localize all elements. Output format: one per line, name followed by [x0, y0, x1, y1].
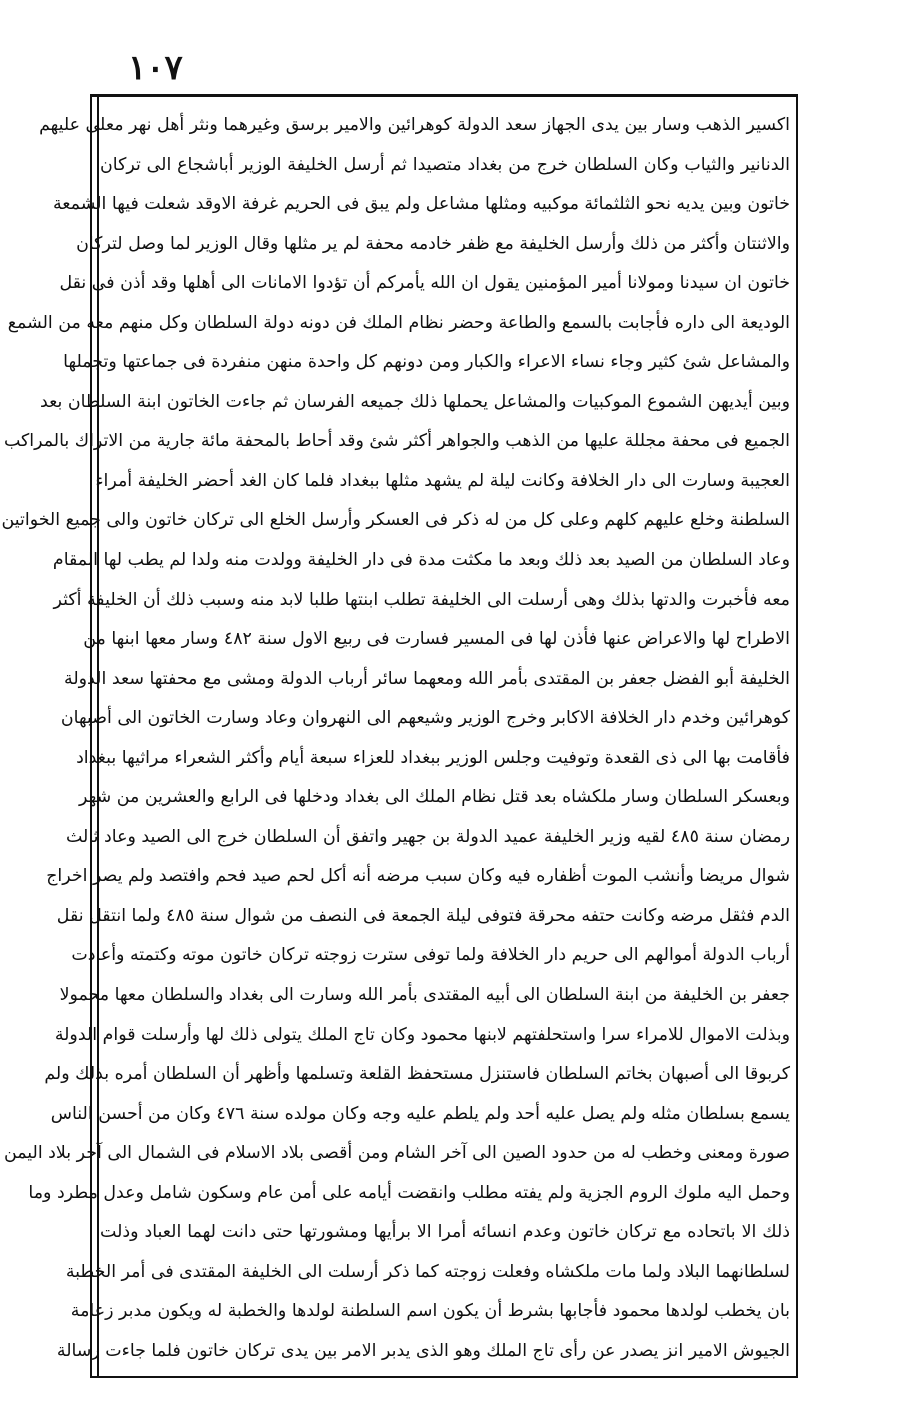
- text-line-28: وحمل اليه ملوك الروم الجزية ولم يفته مطلب وانقضت أيامه على أمن عام وسكون شامل وعدل مطرد وما: [28, 1182, 790, 1203]
- text-line-12: وعاد السلطان من الصيد بعد ذلك وبعد ما مكثت مدة فى دار الخليفة وولدت منه ولدا لم يطب لها المقام: [52, 550, 790, 571]
- text-line-17: فأقامت بها الى ذى القعدة وتوفيت وجلس الوزير ببغداد للعزاء سبعة أيام وأكثر الشعراء مراثيها ببغداد: [76, 747, 790, 768]
- text-line-24: وبذلت الاموال للامراء سرا واستحلفتهم لابنها محمود وكان تاج الملك يتولى ذلك لها وأرسلت قوام الدولة: [54, 1024, 790, 1045]
- text-line-19: رمضان سنة ٤٨٥ لقيه وزير الخليفة عميد الدولة بن جهير واتفق أن السلطان خرج الى الصيد وعاد ثالث: [65, 826, 790, 847]
- text-line-9: الجميع فى محفة مجللة عليها من الذهب والجواهر أكثر شئ وقد أحاط بالمحفة مائة جارية من الاتراك بالمراكب: [3, 431, 790, 452]
- text-line-29: ذلك الا باتحاده مع تركان خاتون وعدم انسائه أمرا الا برأيها ومشورتها حتى دانت لهما العباد وذلت: [100, 1222, 790, 1243]
- text-line-6: الوديعة الى داره فأجابت بالسمع والطاعة وحضر نظام الملك فن دونه دولة السلطان وكل منهم معه من الشمع: [7, 312, 790, 333]
- text-line-18: وبعسكر السلطان وسار ملكشاه بعد قتل نظام الملك الى بغداد ودخلها فى الرابع والعشرين من شهر: [79, 787, 790, 808]
- text-line-22: أرباب الدولة أموالهم الى حريم دار الخلافة ولما توفى سترت زوجته تركان خاتون موته وكتمته وأعادت: [71, 945, 790, 966]
- text-line-20: شوال مريضا وأنشب الموت أظفاره فيه وكان سبب مرضه أنه أكل لحم صيد فحم وافتصد ولم يصر اخراج: [46, 866, 790, 887]
- text-line-30: لسلطانهما البلاد ولما مات ملكشاه وفعلت زوجته كما ذكر أرسلت الى الخليفة المقتدى فى أمر الخطبة: [65, 1261, 790, 1282]
- text-line-25: كربوقا الى أصبهان بخاتم السلطان فاستنزل مستحفظ القلعة وتسلمها وأظهر أن السلطان أمره بذلك ولم: [44, 1064, 790, 1085]
- text-line-11: السلطنة وخلع عليهم كلهم وعلى كل من له ذكر فى العسكر وأرسل الخلع الى تركان خاتون والى جميع الخواتين: [1, 510, 790, 531]
- text-line-23: جعفر بن الخليفة من ابنة السلطان الى أبيه المقتدى بأمر الله وسارت الى بغداد والسلطان معها محمولا: [59, 985, 790, 1006]
- text-line-14: الاطراح لها والاعراض عنها فأذن لها فى المسير فسارت فى ربيع الاول سنة ٤٨٢ وسار معها ابنها من: [83, 629, 790, 650]
- text-line-15: الخليفة أبو الفضل جعفر بن المقتدى بأمر الله ومعهما سائر أرباب الدولة ومشى مع محفتها سعد الدولة: [64, 668, 790, 689]
- text-line-32: الجيوش الامير انز يصدر عن رأى تاج الملك وهو الذى يدبر الامر بين يدى تركان خاتون فلما جاءت رسالة: [56, 1340, 790, 1361]
- text-line-5: خاتون ان سيدنا ومولانا أمير المؤمنين يقول ان الله يأمركم أن تؤدوا الامانات الى أهلها وقد أذن فى نقل: [59, 273, 790, 294]
- text-line-3: خاتون وبين يديه نحو الثلثمائة موكبيه ومثلها مشاعل ولم يبق فى الحريم غرفة الاوقد شعلت فيها الشمعة: [52, 194, 790, 215]
- text-line-16: كوهرائين وخدم دار الخلافة الاكابر وخرج الوزير وشيعهم الى النهروان وعاد وسارت الخاتون الى أصبهان: [60, 708, 790, 729]
- body-text: [1, 108, 790, 1368]
- text-line-21: الدم فثقل مرضه وكانت حتفه محرقة فتوفى ليلة الجمعة فى النصف من شوال سنة ٤٨٥ ولما انتقل نقل: [56, 905, 790, 926]
- text-line-31: بان يخطب لولدها محمود فأجابها بشرط أن يكون اسم السلطنة لولدها والخطبة له ويكون مدبر زعامة: [70, 1301, 790, 1322]
- text-line-26: يسمع بسلطان مثله ولم يصل عليه أحد ولم يلطم عليه وجه وكان مولده سنة ٤٧٦ وكان من أحسن الناس: [50, 1103, 790, 1124]
- text-line-10: العجيبة وسارت الى دار الخلافة وكانت ليلة لم يشهد مثلها ببغداد فلما كان الغد أحضر الخليفة أمراء: [95, 470, 790, 491]
- page-number: ١٠٧: [128, 48, 183, 88]
- text-line-2: الدنانير والثياب وكان السلطان خرج من بغداد متصيدا ثم أرسل الخليفة الوزير أباشجاع الى تركان: [100, 154, 790, 175]
- text-line-7: والمشاعل شئ كثير وجاء نساء الاعراء والكبار ومن دونهم كل واحدة منهن منفردة فى جماعتها وتجملها: [63, 352, 790, 373]
- text-line-1: اكسير الذهب وسار بين يدى الجهاز سعد الدولة كوهرائين والامير برسق وغيرهما ونثر أهل نهر معلى عليهم: [39, 115, 790, 135]
- text-line-8: وبين أيديهن الشموع الموكبيات والمشاعل يحملها ذلك جميعه الفرسان ثم جاءت الخاتون ابنة السلطان بعد: [39, 391, 790, 412]
- text-line-27: صورة ومعنى وخطب له من حدود الصين الى آخر الشام ومن أقصى بلاد الاسلام فى الشمال الى آخر بلاد اليمن: [3, 1143, 790, 1164]
- text-line-13: معه فأخبرت والدتها بذلك وهى أرسلت الى الخليفة تطلب ابنتها طلبا لابد منه وسبب ذلك أن الخليفة أكثر: [53, 589, 790, 610]
- text-line-4: والاثنتان وأكثر من ذلك وأرسل الخليفة مع ظفر خادمه محفة لم ير مثلها وقال الوزير لما وصل لتركان: [76, 233, 790, 254]
